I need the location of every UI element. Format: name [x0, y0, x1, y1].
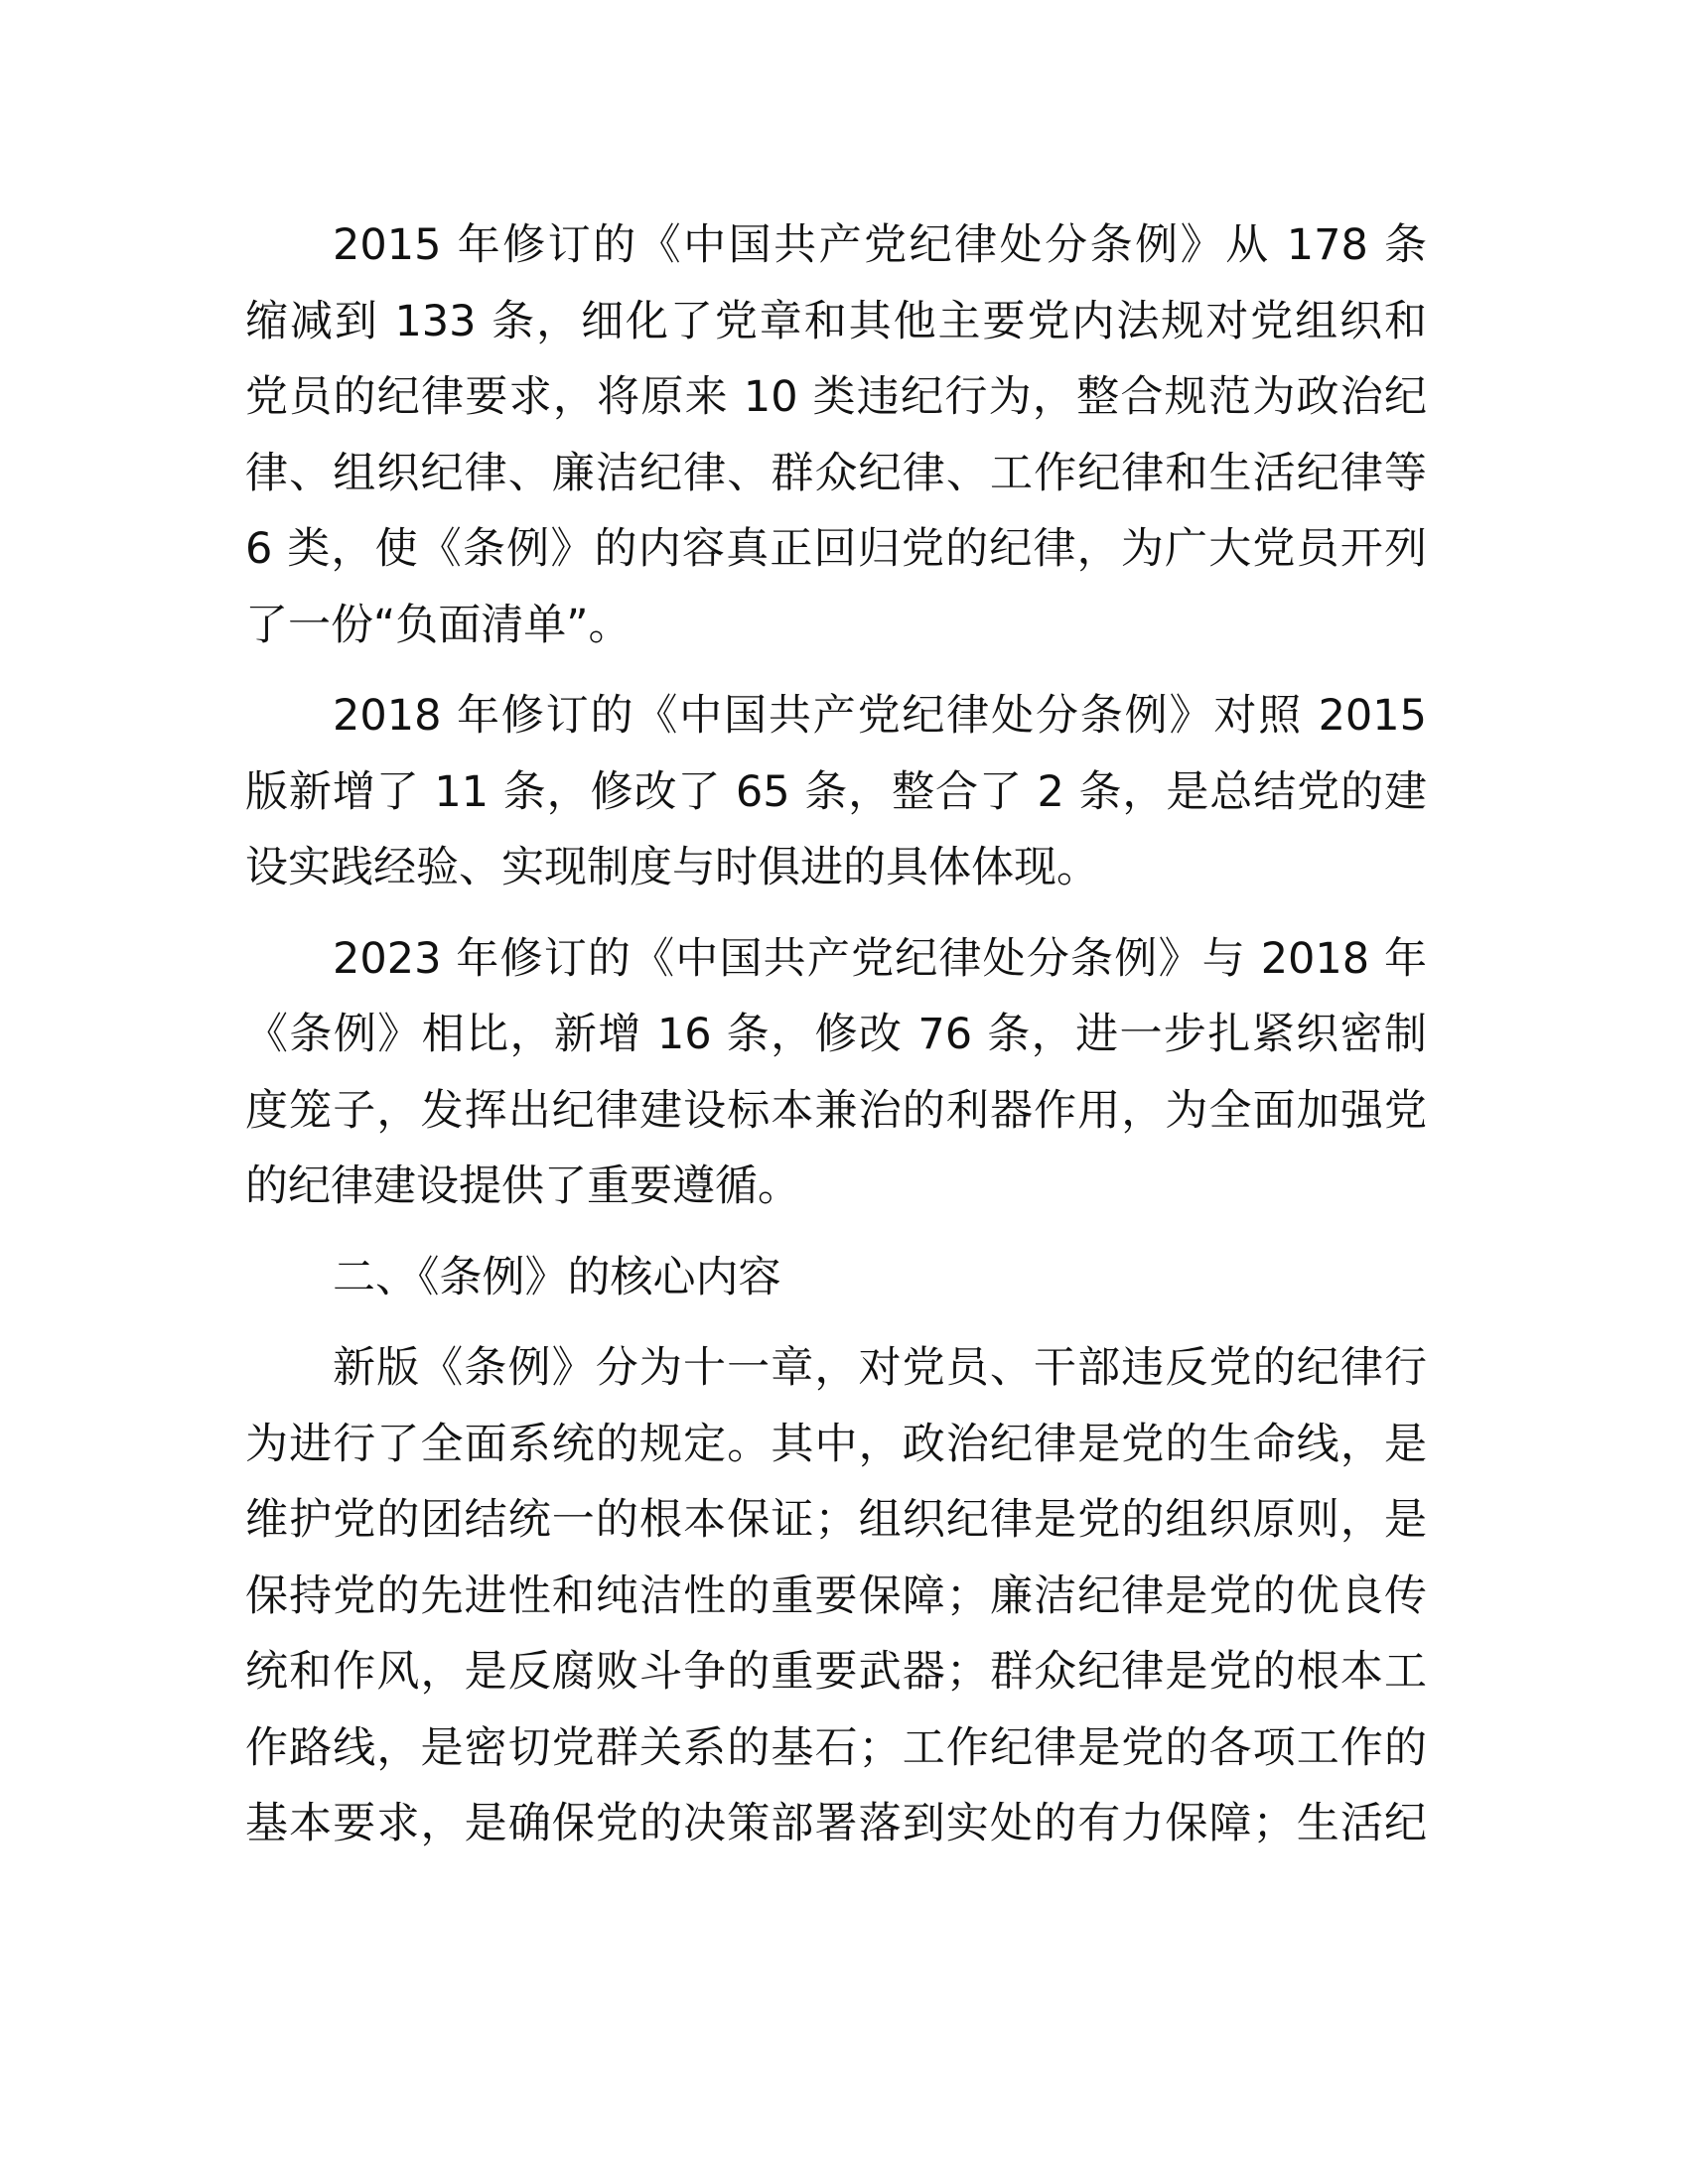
- text-line: 党员的纪律要求，将原来 10 类违纪行为，整合规范为政治纪: [245, 372, 1427, 422]
- text-line: 统和作风，是反腐败斗争的重要武器；群众纪律是党的根本工: [245, 1647, 1427, 1697]
- text-line: 作路线，是密切党群关系的基石；工作纪律是党的各项工作的: [245, 1722, 1427, 1773]
- text-line: 2015 年修订的《中国共产党纪律处分条例》从 178 条: [333, 220, 1427, 270]
- text-line: 基本要求，是确保党的决策部署落到实处的有力保障；生活纪: [245, 1799, 1427, 1848]
- paragraph: [245, 207, 1427, 663]
- text-line: 《条例》相比，新增 16 条，修改 76 条，进一步扎紧织密制: [245, 1010, 1427, 1059]
- text-line: 二、《条例》的核心内容: [333, 1252, 781, 1302]
- text-line: 为进行了全面系统的规定。其中，政治纪律是党的生命线，是: [245, 1419, 1427, 1469]
- text-line: 版新增了 11 条，修改了 65 条，整合了 2 条，是总结党的建: [245, 766, 1427, 817]
- text-line: 维护党的团结统一的根本保证；组织纪律是党的组织原则，是: [245, 1495, 1427, 1545]
- paragraph: [245, 1330, 1427, 1862]
- text-line: 律、组织纪律、廉洁纪律、群众纪律、工作纪律和生活纪律等: [245, 448, 1427, 498]
- text-line: 了一份“负面清单”。: [245, 600, 632, 650]
- text-line: 设实践经验、实现制度与时俱进的具体体现。: [245, 843, 1099, 892]
- text-line: 缩减到 133 条，细化了党章和其他主要党内法规对党组织和: [245, 296, 1427, 346]
- section-heading: [245, 1240, 1427, 1316]
- paragraph: [245, 921, 1427, 1225]
- text-line: 新版《条例》分为十一章，对党员、干部违反党的纪律行: [333, 1343, 1427, 1393]
- text-line: 的纪律建设提供了重要遵循。: [245, 1161, 800, 1211]
- text-line: 2023 年修订的《中国共产党纪律处分条例》与 2018 年: [333, 933, 1427, 984]
- text-line: 2018 年修订的《中国共产党纪律处分条例》对照 2015: [333, 691, 1427, 741]
- text-line: 保持党的先进性和纯洁性的重要保障；廉洁纪律是党的优良传: [245, 1570, 1427, 1621]
- text-line: 6 类，使《条例》的内容真正回归党的纪律，为广大党员开列: [245, 524, 1427, 574]
- text-line: 度笼子，发挥出纪律建设标本兼治的利器作用，为全面加强党: [245, 1085, 1427, 1136]
- document-page: [245, 207, 1427, 1877]
- paragraph: [245, 678, 1427, 906]
